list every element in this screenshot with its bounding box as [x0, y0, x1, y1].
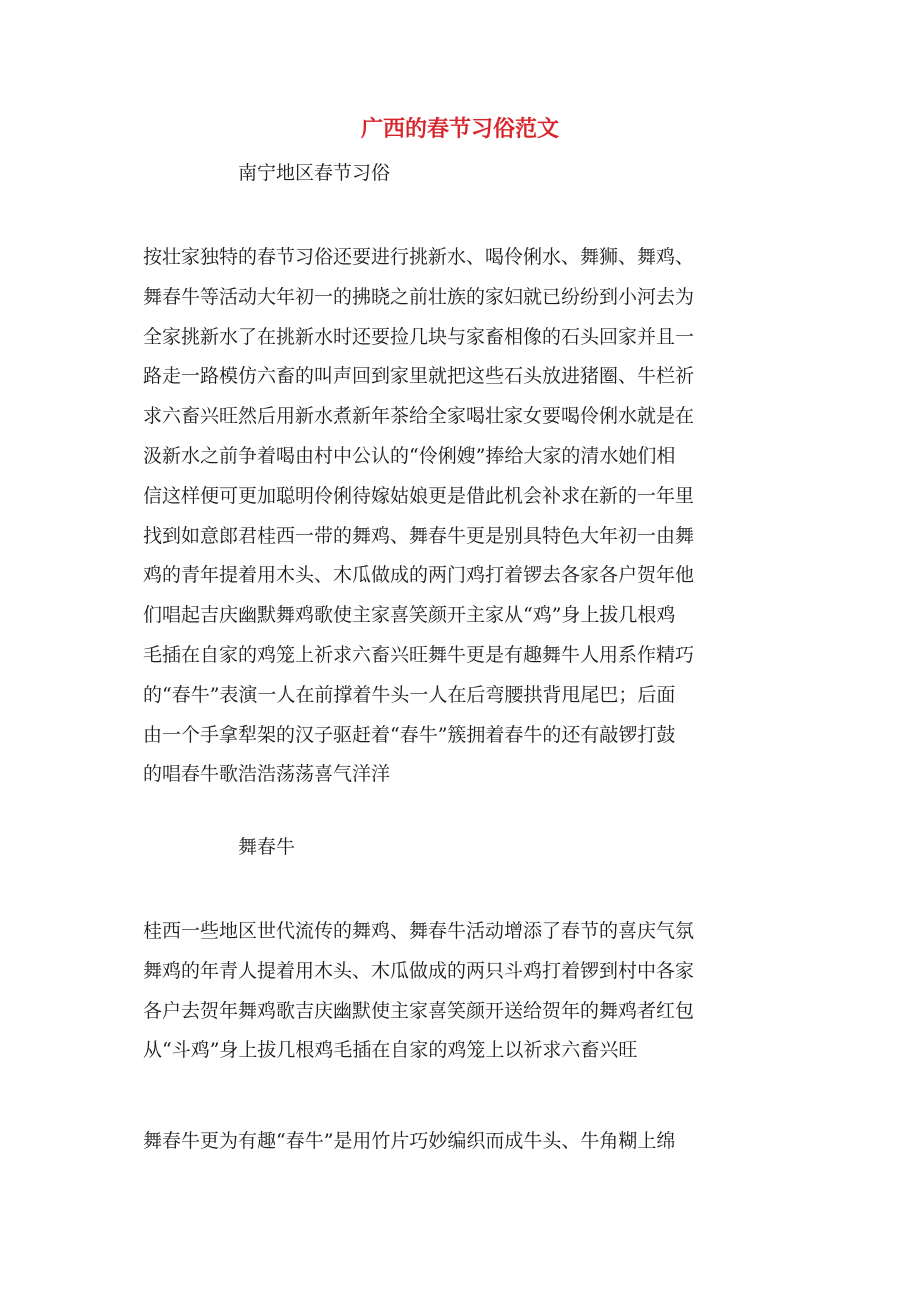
text-line: 从“斗鸡”身上拔几根鸡毛插在自家的鸡笼上以祈求六畜兴旺	[143, 1039, 638, 1062]
text-line: 们唱起吉庆幽默舞鸡歌使主家喜笑颜开主家从“鸡”身上拔几根鸡	[143, 604, 676, 627]
text-line: 全家挑新水了在挑新水时还要捡几块与家畜相像的石头回家并且一	[143, 325, 695, 348]
text-line: 的唱春牛歌浩浩荡荡喜气洋洋	[143, 763, 391, 786]
text-line: 求六畜兴旺然后用新水煮新年茶给全家喝壮家女要喝伶俐水就是在	[143, 405, 695, 428]
paragraph-customs	[143, 238, 783, 795]
text-line: 按壮家独特的春节习俗还要进行挑新水、喝伶俐水、舞狮、舞鸡、	[143, 246, 695, 268]
text-line: 汲新水之前争着喝由村中公认的“伶俐嫂”捧给大家的清水她们相	[143, 444, 676, 467]
section-heading-spring-ox: 舞春牛	[238, 836, 296, 858]
text-line: 由一个手拿犁架的汉子驱赶着“春牛”簇拥着春牛的还有敲锣打鼓	[143, 723, 676, 746]
text-line: 桂西一些地区世代流传的舞鸡、舞春牛活动增添了春节的喜庆气氛	[143, 920, 695, 942]
text-line: 路走一路模仿六畜的叫声回到家里就把这些石头放进猪圈、牛栏祈	[143, 365, 695, 388]
section-heading-nanning: 南宁地区春节习俗	[238, 162, 391, 184]
paragraph-spring-ox	[143, 1122, 783, 1162]
text-line: 鸡的青年提着用木头、木瓜做成的两门鸡打着锣去各家各户贺年他	[143, 564, 695, 587]
text-line: 舞春牛等活动大年初一的拂晓之前壮族的家妇就已纷纷到小河去为	[143, 285, 695, 308]
text-line: 毛插在自家的鸡笼上祈求六畜兴旺舞牛更是有趣舞牛人用系作精巧	[143, 643, 695, 666]
text-line: 找到如意郎君桂西一带的舞鸡、舞春牛更是别具特色大年初一由舞	[143, 524, 695, 547]
text-line: 各户去贺年舞鸡歌吉庆幽默使主家喜笑颜开送给贺年的舞鸡者红包	[143, 999, 695, 1022]
paragraph-guixi	[143, 912, 783, 1071]
text-line: 的“春牛”表演一人在前撑着牛头一人在后弯腰拱背甩尾巴；后面	[143, 683, 676, 706]
document-title: 广西的春节习俗范文	[360, 116, 559, 142]
text-line: 信这样便可更加聪明伶俐待嫁姑娘更是借此机会补求在新的一年里	[143, 484, 695, 507]
text-line: 舞春牛更为有趣“春牛”是用竹片巧妙编织而成牛头、牛角糊上绵	[143, 1130, 676, 1152]
text-line: 舞鸡的年青人提着用木头、木瓜做成的两只斗鸡打着锣到村中各家	[143, 959, 695, 982]
